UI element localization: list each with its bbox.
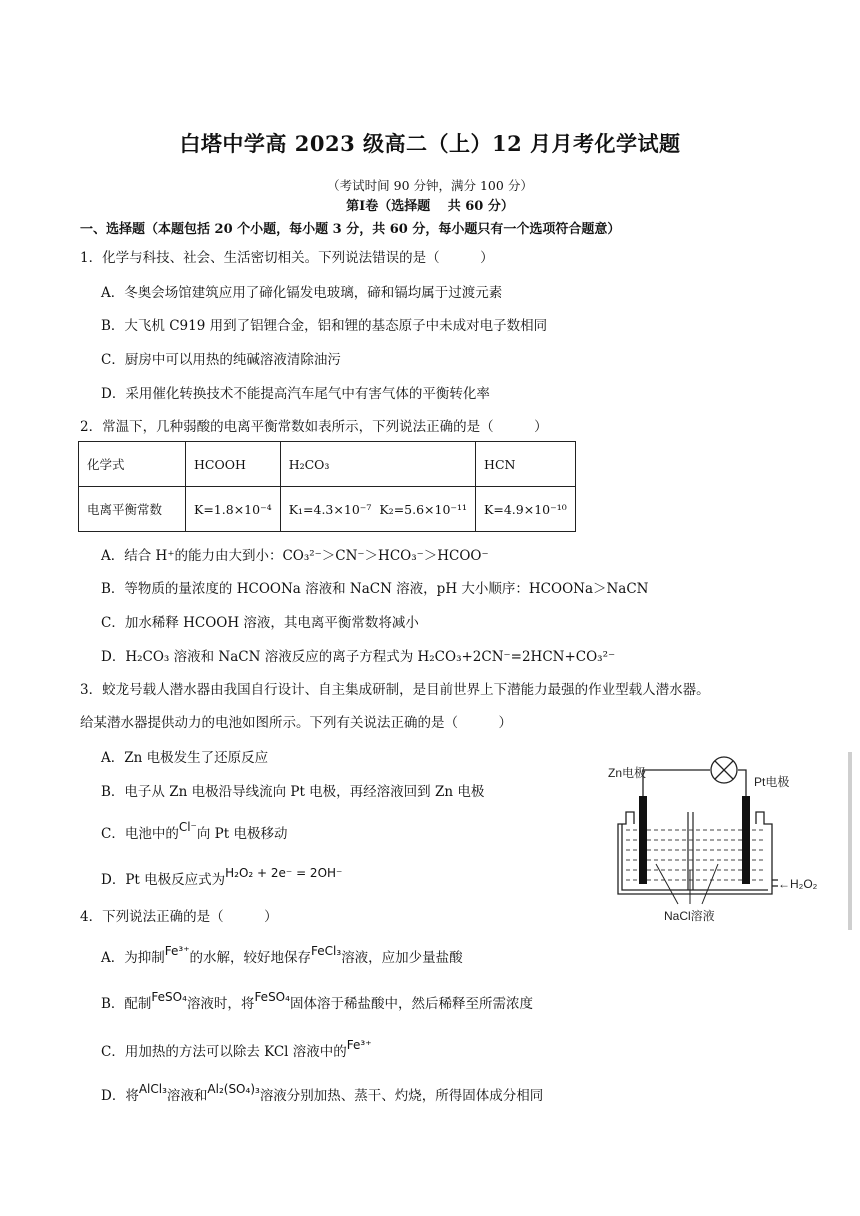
q4-option-d <box>101 1084 543 1104</box>
zn-electrode <box>639 796 647 884</box>
q3-option-c <box>101 822 287 842</box>
q2-option-d: D．H₂CO₃ 溶液和 NaCN 溶液反应的离子方程式为 H₂CO₃+2CN⁻=2HCN+CO₃²⁻ <box>101 649 616 665</box>
q3-c-suffix: 向 Pt 电极移动 <box>196 826 288 842</box>
section-heading: 一、选择题（本题包括 20 个小题，每小题 3 分，共 60 分，每小题只有一个选项符合题意） <box>80 222 621 237</box>
q4-a-text-1: A．为抑制 <box>101 950 165 966</box>
q1-option-b: B．大飞机 C919 用到了铝锂合金，铝和锂的基态原子中未成对电子数相同 <box>101 318 548 334</box>
q2-option-a: A．结合 H⁺的能力由大到小：CO₃²⁻＞CN⁻＞HCO₃⁻＞HCOO⁻ <box>101 548 489 564</box>
aluminum-chloride: AlCl₃ <box>138 1082 167 1096</box>
q4-a-text-2: 的水解，较好地保存 <box>189 950 312 966</box>
q4-c-text-1: C．用加热的方法可以除去 KCl 溶液中的 <box>101 1044 347 1060</box>
aluminum-sulfate: Al₂(SO₄)₃ <box>207 1082 260 1096</box>
q1-option-a: A．冬奥会场馆建筑应用了碲化镉发电玻璃，碲和镉均属于过渡元素 <box>101 285 503 301</box>
q4-b-text-3: 固体溶于稀盐酸中，然后稀释至所需浓度 <box>289 996 533 1012</box>
q1-option-c: C．厨房中可以用热的纯碱溶液清除油污 <box>101 352 341 368</box>
q4-stem: 4．下列说法正确的是（ ） <box>80 909 278 925</box>
q2-stem: 2．常温下，几种弱酸的电离平衡常数如表所示，下列说法正确的是（ ） <box>80 419 548 435</box>
q1-option-d: D．采用催化转换技术不能提高汽车尾气中有害气体的平衡转化率 <box>101 386 490 402</box>
exam-info: （考试时间 90 分钟，满分 100 分） <box>327 178 533 193</box>
q3-d-prefix: D．Pt 电极反应式为 <box>101 872 226 888</box>
zn-electrode-label: Zn电极 <box>608 766 647 780</box>
q3-stem-line2: 给某潜水器提供动力的电池如图所示。下列有关说法正确的是（ ） <box>80 715 512 731</box>
table-cell-hcn-k: K=4.9×10⁻¹⁰ <box>476 487 576 532</box>
ionization-constant-table <box>78 441 576 532</box>
q4-b-text-2: 溶液时，将 <box>186 996 255 1012</box>
table-cell-hcooh-k: K=1.8×10⁻⁴ <box>186 487 281 532</box>
q4-d-text-3: 溶液分别加热、蒸干、灼烧，所得固体成分相同 <box>259 1088 544 1104</box>
q4-b-text-1: B．配制 <box>101 996 152 1012</box>
q3-option-a: A．Zn 电极发生了还原反应 <box>101 750 269 766</box>
q3-option-b: B．电子从 Zn 电极沿导线流向 Pt 电极，再经溶液回到 Zn 电极 <box>101 784 485 800</box>
q4-d-text-1: D．将 <box>101 1088 139 1104</box>
q2-option-c: C．加水稀释 HCOOH 溶液，其电离平衡常数将减小 <box>101 615 419 631</box>
ferrous-sulfate-1: FeSO₄ <box>151 990 187 1004</box>
h2co3-k1: K₁=4.3×10⁻⁷ <box>288 501 372 517</box>
chloride-ion: Cl⁻ <box>178 820 197 834</box>
pt-electrode <box>742 796 750 884</box>
q2-option-b: B．等物质的量浓度的 HCOONa 溶液和 NaCN 溶液，pH 大小顺序：HCOONa＞NaCN <box>101 581 649 597</box>
q4-option-c <box>101 1040 372 1060</box>
ferric-ion-2: Fe³⁺ <box>346 1038 372 1052</box>
table-header-hcooh: HCOOH <box>186 442 281 487</box>
q4-d-text-2: 溶液和 <box>166 1088 208 1104</box>
nacl-solution-label: NaCl溶液 <box>664 909 715 923</box>
table-header-h2co3: H₂CO₃ <box>280 442 475 487</box>
q4-option-a <box>101 946 463 966</box>
q4-option-b <box>101 992 533 1012</box>
pt-electrode-label: Pt电极 <box>754 775 790 789</box>
volume-heading: 第Ⅰ卷（选择题 共 60 分） <box>346 199 514 214</box>
q4-a-text-3: 溶液，应加少量盐酸 <box>341 950 463 966</box>
battery-diagram <box>606 752 852 930</box>
table-header-formula: 化学式 <box>79 442 186 487</box>
q3-stem-line1: 3．蛟龙号载人潜水器由我国自行设计、自主集成研制，是目前世界上下潜能力最强的作业型载人潜水器。 <box>80 682 710 698</box>
ferric-ion: Fe³⁺ <box>164 944 190 958</box>
ferrous-sulfate-2: FeSO₄ <box>254 990 290 1004</box>
pt-electrode-equation: H₂O₂ + 2e⁻ = 2OH⁻ <box>225 866 343 880</box>
h2o2-inlet-label: ←H₂O₂ <box>778 877 818 891</box>
q3-option-d <box>101 868 342 888</box>
h2co3-k2: K₂=5.6×10⁻¹¹ <box>379 501 468 517</box>
table-row-label: 电离平衡常数 <box>79 487 186 532</box>
page-title: 白塔中学高 2023 级高二（上）12 月月考化学试题 <box>179 131 681 156</box>
table-header-hcn: HCN <box>476 442 576 487</box>
ferric-chloride: FeCl₃ <box>311 944 342 958</box>
table-cell-h2co3-k <box>280 487 475 532</box>
q3-c-prefix: C．电池中的 <box>101 826 179 842</box>
q1-stem: 1．化学与科技、社会、生活密切相关。下列说法错误的是（ ） <box>80 250 494 266</box>
